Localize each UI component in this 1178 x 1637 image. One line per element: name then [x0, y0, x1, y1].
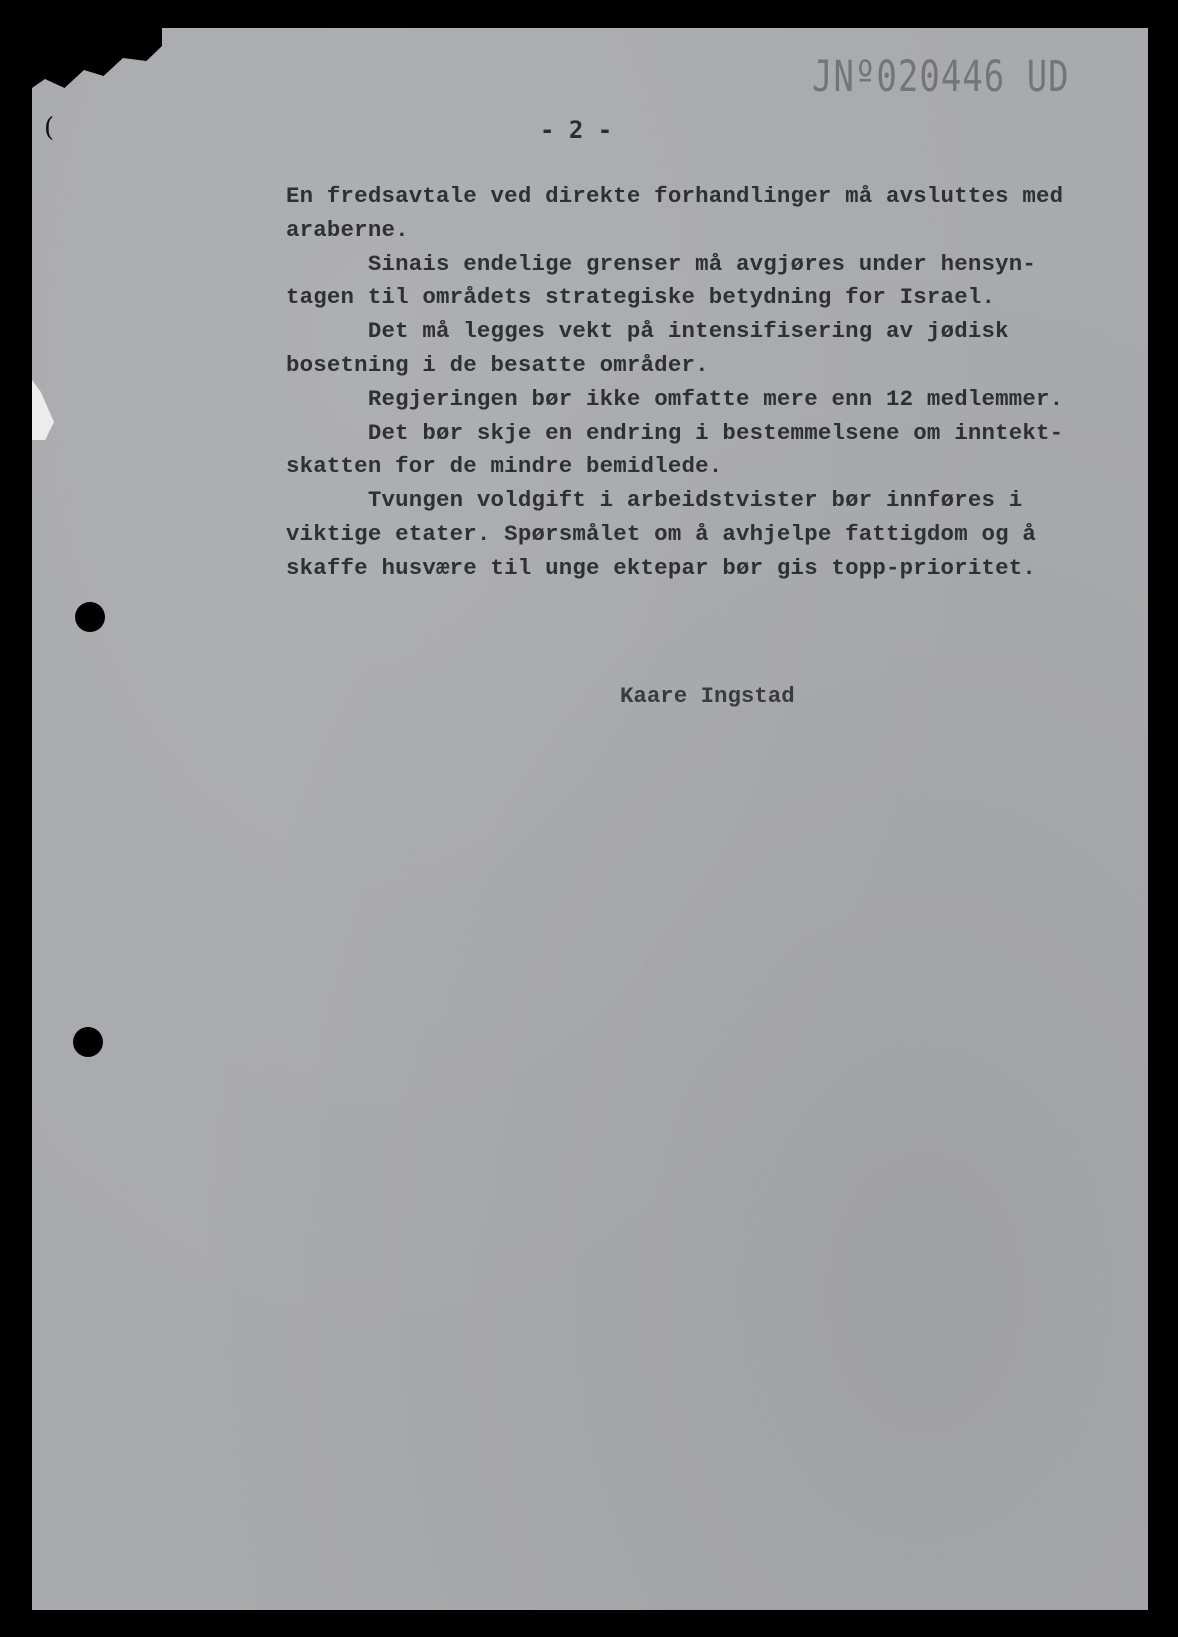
body-text [286, 180, 1086, 586]
body-line: tagen til områdets strategiske betydning for Israel. [286, 284, 996, 311]
body-line: skatten for de mindre bemidlede. [286, 453, 723, 480]
archive-stamp: JNº020446 UD [812, 52, 1070, 102]
body-line: viktige etater. Spørsmålet om å avhjelpe fattigdom og å [286, 520, 1037, 547]
signature-name: Kaare Ingstad [620, 683, 795, 709]
punch-hole-top [75, 602, 105, 632]
page-number: - 2 - [540, 116, 613, 144]
body-line: Regjeringen bør ikke omfatte mere enn 12 medlemmer. [367, 385, 1064, 412]
body-line: Det må legges vekt på intensifisering av jødisk [367, 318, 1009, 345]
punch-hole-bottom [73, 1027, 103, 1057]
body-line: bosetning i de besatte områder. [286, 351, 709, 378]
body-line: skaffe husvære til unge ektepar bør gis topp-prioritet. [286, 554, 1037, 581]
body-line: araberne. [286, 216, 409, 243]
body-line: Tvungen voldgift i arbeidstvister bør innføres i [367, 487, 1023, 514]
body-line: En fredsavtale ved direkte forhandlinger må avsluttes med [286, 183, 1064, 209]
body-line: Det bør skje en endring i bestemmelsene om inntekt- [367, 419, 1064, 446]
body-line: Sinais endelige grenser må avgjøres under hensyn- [367, 250, 1037, 277]
edge-mark: ( [44, 113, 55, 143]
